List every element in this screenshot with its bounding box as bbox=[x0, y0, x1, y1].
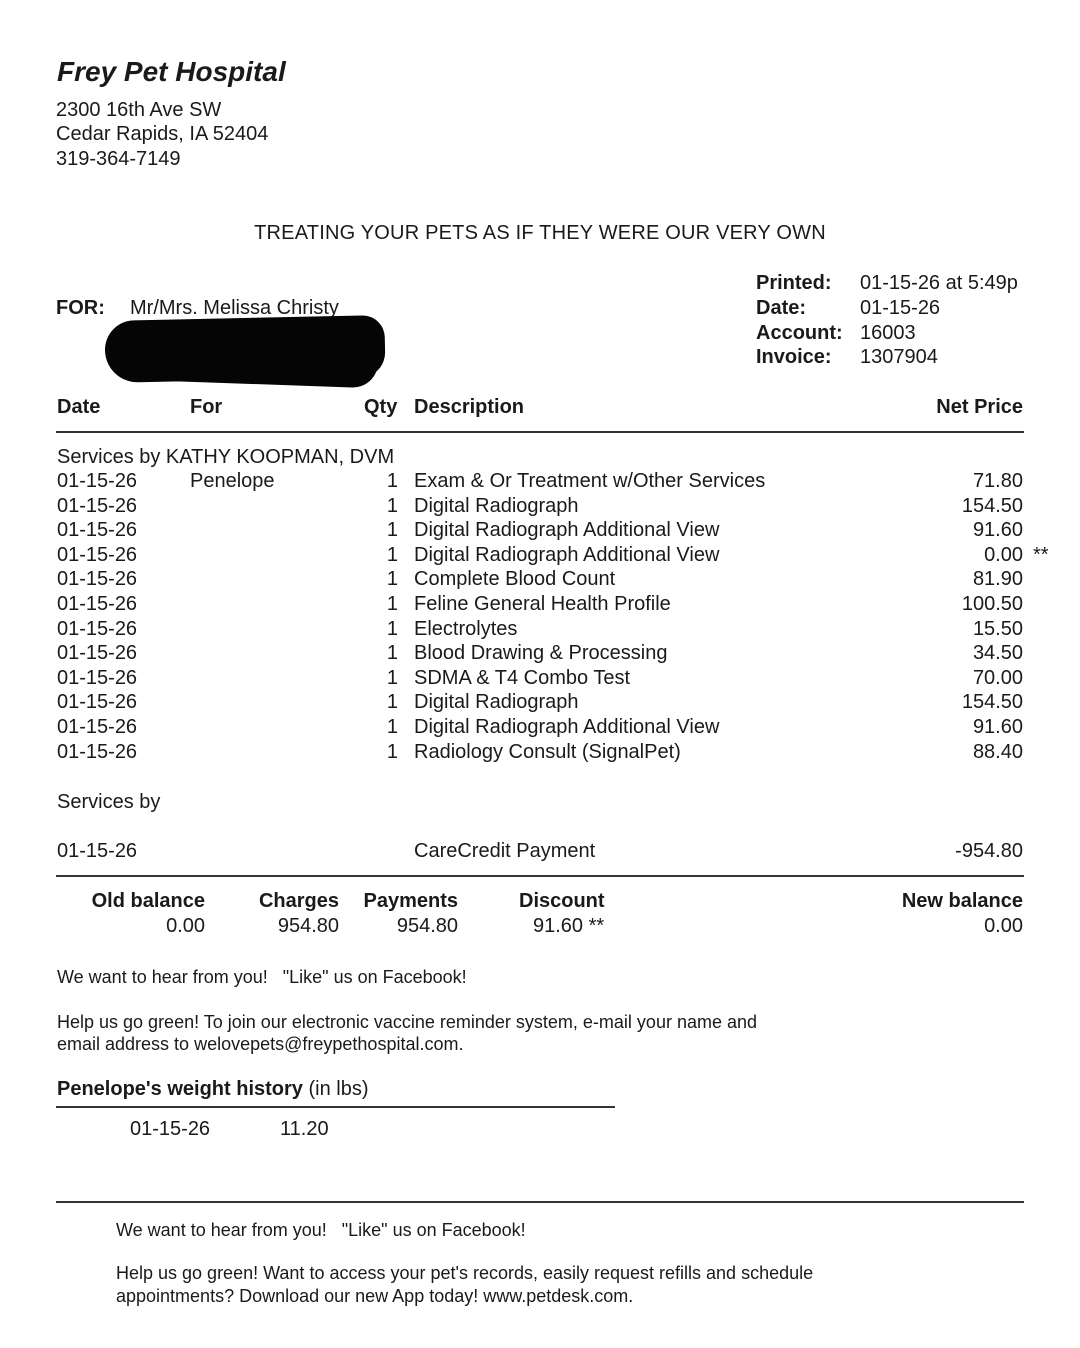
row-net-price: 100.50 bbox=[961, 593, 1023, 615]
section-services-title: Services by KATHY KOOPMAN, DVM bbox=[57, 446, 395, 468]
row-qty: 1 bbox=[386, 618, 398, 640]
row-net-price: 0.00 bbox=[984, 544, 1023, 566]
redaction-mark bbox=[127, 330, 379, 389]
date-label: Date: bbox=[756, 297, 807, 319]
row-description: Digital Radiograph Additional View bbox=[414, 544, 720, 566]
payments-value: 954.80 bbox=[396, 915, 458, 937]
row-qty: 1 bbox=[386, 741, 398, 763]
row-date: 01-15-26 bbox=[57, 741, 138, 763]
row-description: Digital Radiograph bbox=[414, 495, 579, 517]
new-balance-label: New balance bbox=[901, 890, 1023, 912]
green-note-line2: email address to welovepets@freypethospital.com. bbox=[57, 1034, 464, 1054]
header-divider bbox=[56, 431, 1024, 433]
row-date: 01-15-26 bbox=[57, 716, 138, 738]
charges-value: 954.80 bbox=[277, 915, 339, 937]
row-date: 01-15-26 bbox=[57, 593, 138, 615]
payment-description: CareCredit Payment bbox=[414, 840, 596, 862]
row-qty: 1 bbox=[386, 691, 398, 713]
header-net-price: Net Price bbox=[936, 396, 1023, 418]
row-net-price: 34.50 bbox=[972, 642, 1023, 664]
facebook-note: We want to hear from you! "Like" us on Facebook! bbox=[57, 967, 467, 987]
row-date: 01-15-26 bbox=[57, 568, 138, 590]
invoice-label: Invoice: bbox=[756, 346, 832, 368]
row-net-price: 88.40 bbox=[972, 741, 1023, 763]
row-net-price: 91.60 bbox=[972, 716, 1023, 738]
payment-amount: -954.80 bbox=[955, 840, 1023, 862]
row-qty: 1 bbox=[386, 495, 398, 517]
row-qty: 1 bbox=[386, 519, 398, 541]
client-name: Mr/Mrs. Melissa Christy bbox=[130, 297, 339, 319]
printed-label: Printed: bbox=[756, 272, 832, 294]
row-description: Digital Radiograph Additional View bbox=[414, 716, 720, 738]
row-description: Complete Blood Count bbox=[414, 568, 616, 590]
account-value: 16003 bbox=[860, 322, 916, 344]
header-for: For bbox=[190, 396, 223, 418]
row-description: Radiology Consult (SignalPet) bbox=[414, 741, 681, 763]
row-description: Electrolytes bbox=[414, 618, 518, 640]
header-qty: Qty bbox=[364, 396, 398, 418]
row-date: 01-15-26 bbox=[57, 495, 138, 517]
invoice-value: 1307904 bbox=[860, 346, 938, 368]
row-date: 01-15-26 bbox=[57, 667, 138, 689]
row-net-price: 91.60 bbox=[972, 519, 1023, 541]
row-description: Blood Drawing & Processing bbox=[414, 642, 668, 664]
header-description: Description bbox=[414, 396, 525, 418]
row-net-price: 154.50 bbox=[961, 691, 1023, 713]
payments-label: Payments bbox=[363, 890, 458, 912]
old-balance-value: 0.00 bbox=[166, 915, 205, 937]
account-label: Account: bbox=[756, 322, 843, 344]
row-date: 01-15-26 bbox=[57, 691, 138, 713]
date-value: 01-15-26 bbox=[860, 297, 941, 319]
row-qty: 1 bbox=[386, 667, 398, 689]
row-net-price: 154.50 bbox=[961, 495, 1023, 517]
row-date: 01-15-26 bbox=[57, 544, 138, 566]
payment-date: 01-15-26 bbox=[57, 840, 138, 862]
row-date: 01-15-26 bbox=[57, 618, 138, 640]
footer-app-line1: Help us go green! Want to access your pet's records, easily request refills and schedule bbox=[116, 1263, 814, 1283]
row-flag: ** bbox=[1033, 544, 1049, 566]
row-qty: 1 bbox=[386, 593, 398, 615]
charges-label: Charges bbox=[258, 890, 339, 912]
row-qty: 1 bbox=[386, 544, 398, 566]
hospital-phone: 319-364-7149 bbox=[56, 148, 181, 170]
row-qty: 1 bbox=[386, 568, 398, 590]
section-services-by: Services by bbox=[57, 791, 161, 813]
printed-value: 01-15-26 at 5:49p bbox=[860, 272, 1018, 294]
footer-divider bbox=[56, 1201, 1024, 1203]
row-description: Exam & Or Treatment w/Other Services bbox=[414, 470, 766, 492]
new-balance-value: 0.00 bbox=[984, 915, 1023, 937]
row-date: 01-15-26 bbox=[57, 642, 138, 664]
discount-label: Discount bbox=[519, 890, 605, 912]
row-pet: Penelope bbox=[190, 470, 275, 492]
totals-divider bbox=[56, 875, 1024, 877]
footer-app-line2: appointments? Download our new App today! www.petdesk.com. bbox=[116, 1286, 634, 1306]
weight-entry-date: 01-15-26 bbox=[130, 1118, 211, 1140]
header-date: Date bbox=[57, 396, 101, 418]
discount-value: 91.60 ** bbox=[533, 915, 605, 937]
tagline: TREATING YOUR PETS AS IF THEY WERE OUR VERY OWN bbox=[254, 222, 826, 244]
for-label: FOR: bbox=[56, 297, 105, 319]
weight-history-unit: (in lbs) bbox=[308, 1078, 369, 1100]
hospital-address-line2: Cedar Rapids, IA 52404 bbox=[56, 123, 269, 145]
row-net-price: 81.90 bbox=[972, 568, 1023, 590]
row-qty: 1 bbox=[386, 716, 398, 738]
row-description: Feline General Health Profile bbox=[414, 593, 671, 615]
row-qty: 1 bbox=[386, 642, 398, 664]
weight-history-title: Penelope's weight history bbox=[57, 1078, 303, 1100]
row-description: Digital Radiograph Additional View bbox=[414, 519, 720, 541]
weight-entry-value: 11.20 bbox=[280, 1118, 329, 1140]
green-note-line1: Help us go green! To join our electronic vaccine reminder system, e-mail your name and bbox=[57, 1012, 758, 1032]
row-net-price: 70.00 bbox=[972, 667, 1023, 689]
row-net-price: 71.80 bbox=[972, 470, 1023, 492]
weight-history-heading bbox=[57, 1078, 369, 1101]
footer-facebook-note: We want to hear from you! "Like" us on Facebook! bbox=[116, 1220, 526, 1240]
old-balance-label: Old balance bbox=[91, 890, 205, 912]
row-description: SDMA & T4 Combo Test bbox=[414, 667, 631, 689]
weight-history-divider bbox=[56, 1106, 615, 1108]
row-qty: 1 bbox=[386, 470, 398, 492]
row-date: 01-15-26 bbox=[57, 470, 138, 492]
hospital-address-line1: 2300 16th Ave SW bbox=[56, 99, 222, 121]
hospital-name: Frey Pet Hospital bbox=[57, 56, 286, 87]
row-date: 01-15-26 bbox=[57, 519, 138, 541]
row-description: Digital Radiograph bbox=[414, 691, 579, 713]
row-net-price: 15.50 bbox=[972, 618, 1023, 640]
